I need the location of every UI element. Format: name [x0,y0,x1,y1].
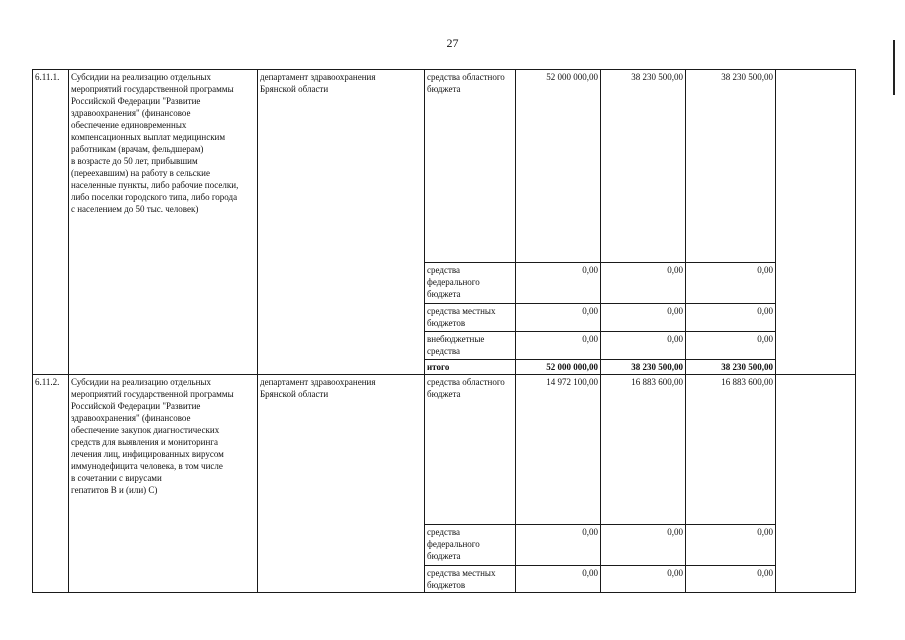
amount-year-2: 16 883 600,00 [601,375,686,525]
amount-year-1: 0,00 [516,263,601,304]
funding-source: средства федерального бюджета [425,263,516,304]
amount-year-2: 0,00 [601,525,686,566]
amount-year-2: 0,00 [601,566,686,593]
total-year-2: 38 230 500,00 [601,360,686,375]
amount-year-3: 0,00 [686,525,776,566]
measure-name: Субсидии на реализацию отдельных мероприятий государственной программы Российской Федерации "Развитие здравоохранения" (финансовое обеспечение единовременных компенсационных выплат медицинским работникам (врачам, фельдшерам) в возрасте до 50 лет, прибывшим (переехавшим) на работу в сельские населенные пункты, либо рабочие поселки, либо поселки городского типа, либо города с населением до 50 тыс. человек) [69,70,258,375]
total-year-3: 38 230 500,00 [686,360,776,375]
total-year-1: 52 000 000,00 [516,360,601,375]
table-row [33,375,856,525]
funding-source: средства местных бюджетов [425,304,516,332]
amount-year-3: 0,00 [686,332,776,360]
amount-year-3: 0,00 [686,304,776,332]
amount-year-1: 0,00 [516,525,601,566]
amount-year-3: 0,00 [686,566,776,593]
funding-source: средства местных бюджетов [425,566,516,593]
amount-year-1: 52 000 000,00 [516,70,601,263]
amount-year-1: 0,00 [516,566,601,593]
row-code: 6.11.1. [33,70,69,375]
amount-year-2: 0,00 [601,332,686,360]
amount-year-1: 0,00 [516,332,601,360]
empty-cell [776,375,856,593]
executor: департамент здравоохранения Брянской области [258,375,425,593]
amount-year-1: 14 972 100,00 [516,375,601,525]
amount-year-3: 38 230 500,00 [686,70,776,263]
total-label: итого [425,360,516,375]
funding-source: средства федерального бюджета [425,525,516,566]
amount-year-2: 0,00 [601,263,686,304]
executor: департамент здравоохранения Брянской области [258,70,425,375]
amount-year-1: 0,00 [516,304,601,332]
amount-year-2: 0,00 [601,304,686,332]
page-number: 27 [446,36,459,50]
budget-table [32,69,856,593]
amount-year-2: 38 230 500,00 [601,70,686,263]
table-row [33,70,856,263]
funding-source: внебюджетные средства [425,332,516,360]
amount-year-3: 16 883 600,00 [686,375,776,525]
empty-cell [776,70,856,375]
amount-year-3: 0,00 [686,263,776,304]
scan-margin-line [893,40,895,95]
measure-name: Субсидии на реализацию отдельных мероприятий государственной программы Российской Федерации "Развитие здравоохранения" (финансовое обеспечение закупок диагностических средств для выявления и мониторинга лечения лиц, инфицированных вирусом иммунодефицита человека, в том числе в сочетании с вирусами гепатитов В и (или) С) [69,375,258,593]
row-code: 6.11.2. [33,375,69,593]
funding-source: средства областного бюджета [425,70,516,263]
funding-source: средства областного бюджета [425,375,516,525]
